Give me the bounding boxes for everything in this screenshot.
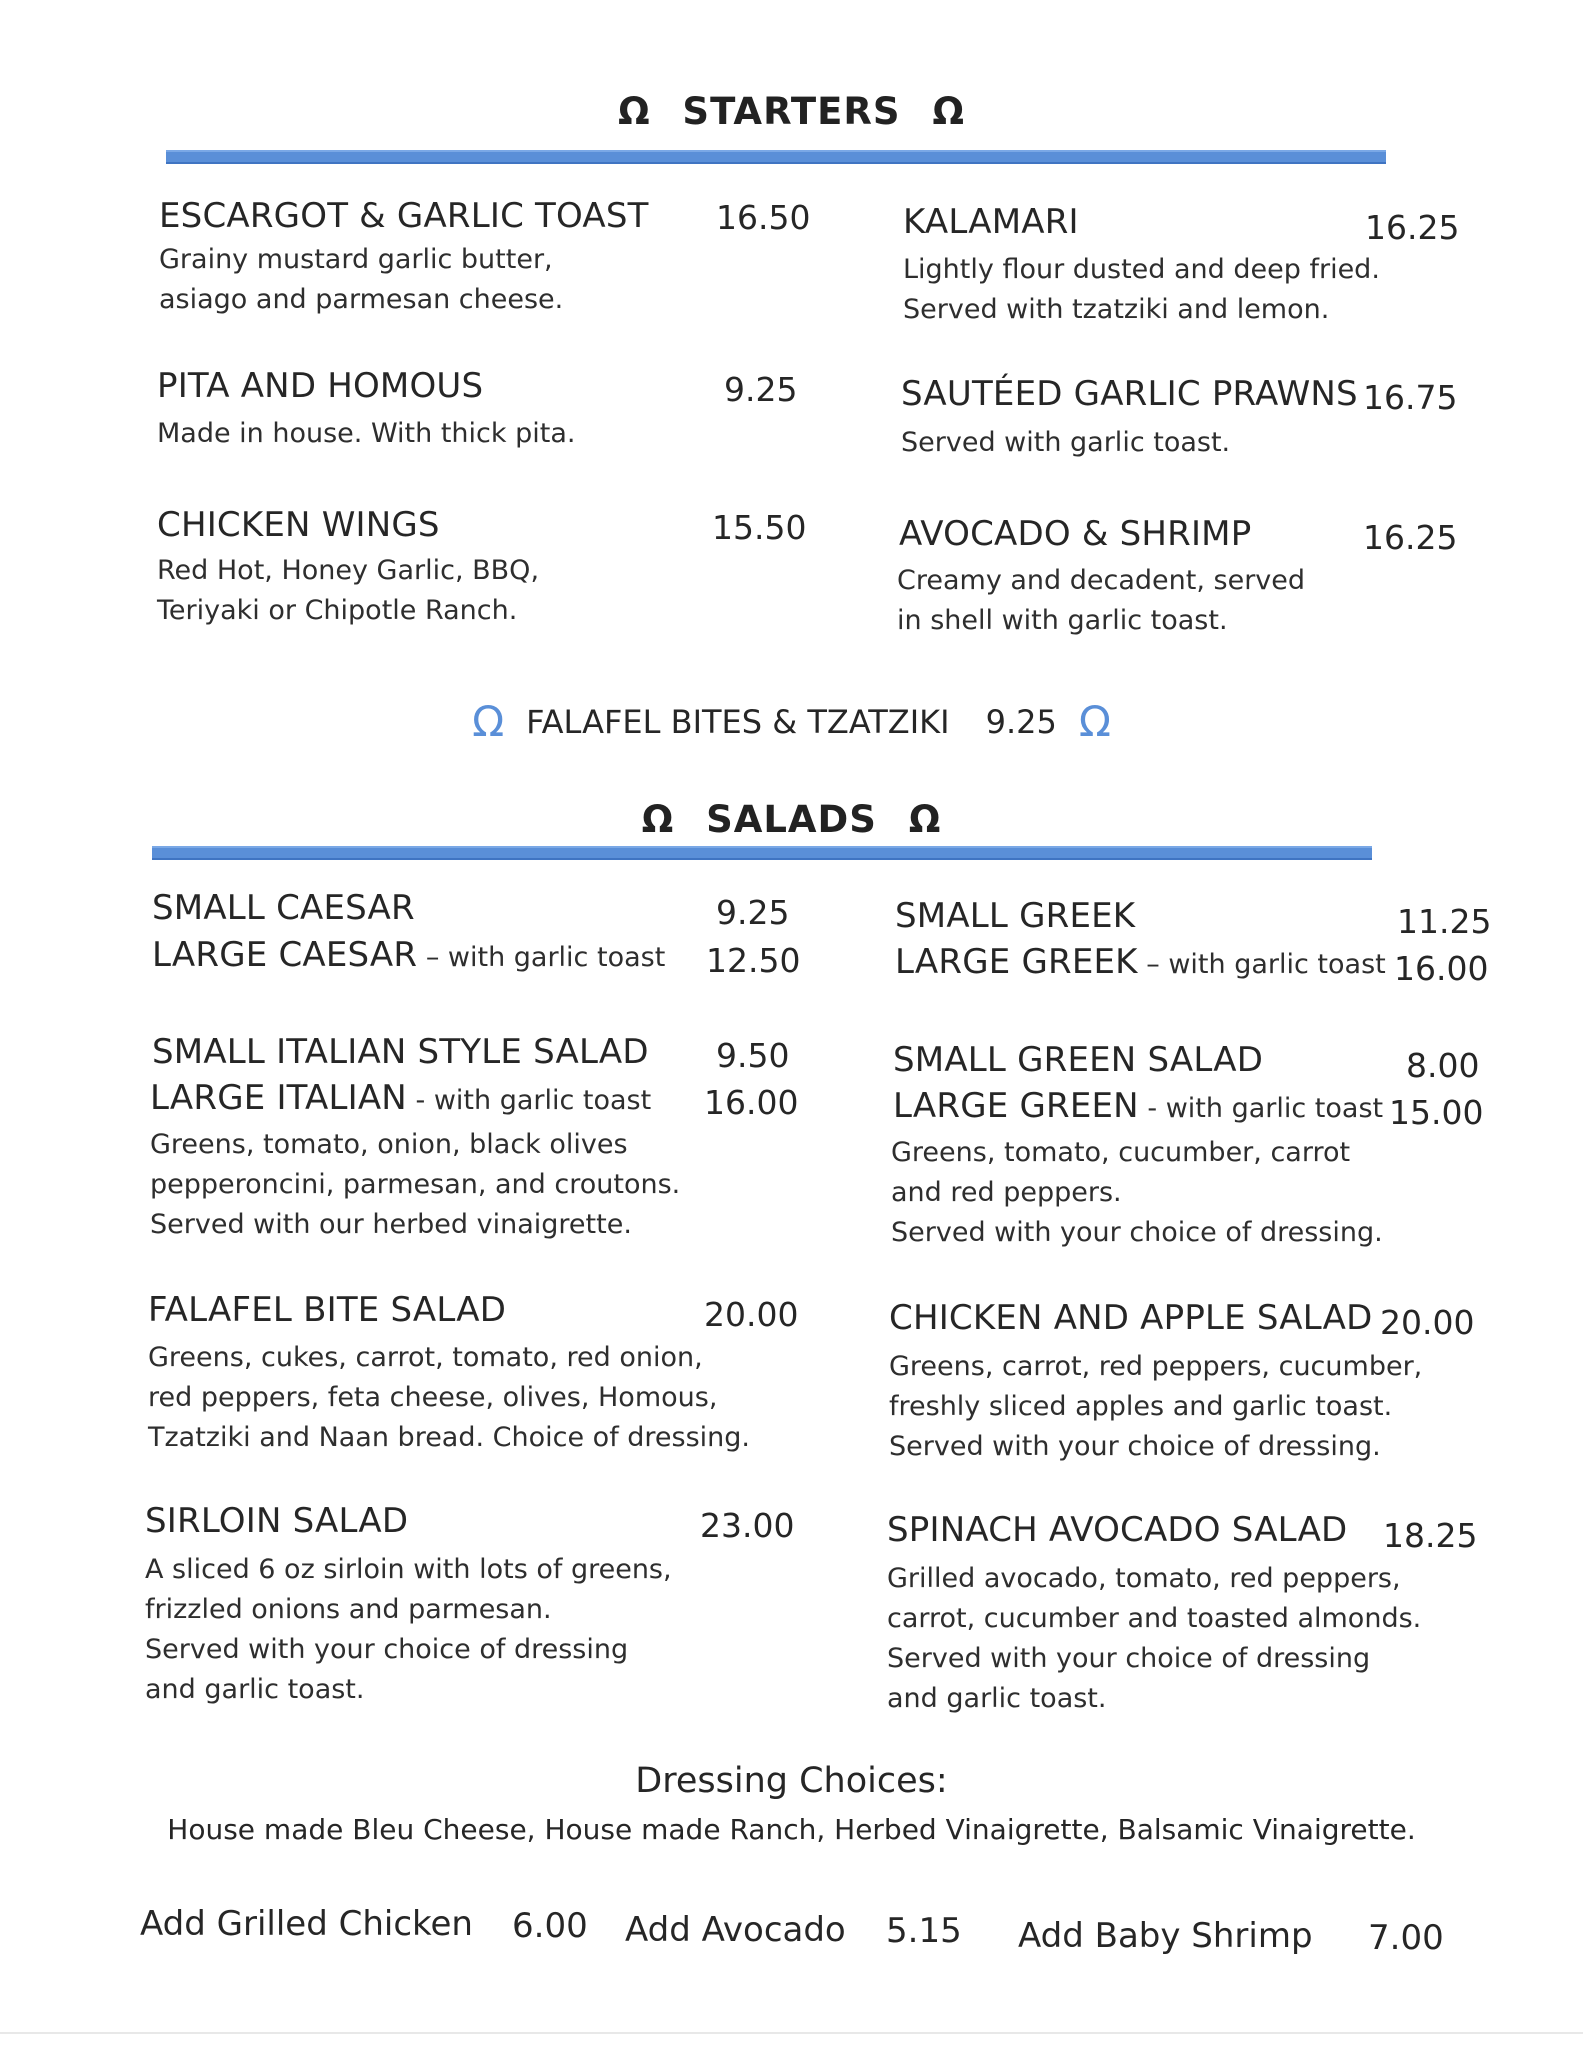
omega-icon: Ω xyxy=(932,90,965,133)
item-price: 20.00 xyxy=(704,1295,799,1334)
item-name: SMALL GREEN SALAD xyxy=(893,1040,1264,1080)
addon-price: 5.15 xyxy=(886,1911,962,1951)
omega-icon: Ω xyxy=(472,697,505,746)
item-name: SIRLOIN SALAD xyxy=(145,1501,409,1541)
item-description: Served with garlic toast. xyxy=(901,427,1231,458)
addon-name: Add Grilled Chicken xyxy=(140,1904,473,1944)
addon-name: Add Avocado xyxy=(625,1910,846,1950)
item-price: 23.00 xyxy=(700,1506,795,1545)
item-name: SPINACH AVOCADO SALAD xyxy=(887,1510,1348,1550)
item-description: Grainy mustard garlic butter, asiago and parmesan cheese. xyxy=(159,244,564,315)
dressing-list: House made Bleu Cheese, House made Ranch, Herbed Vinaigrette, Balsamic Vinaigrette. xyxy=(167,1813,1416,1846)
item-price: 15.50 xyxy=(712,508,807,547)
item-price: 16.50 xyxy=(716,198,811,237)
item-price: 16.00 xyxy=(704,1083,799,1122)
item-price: 16.00 xyxy=(1394,949,1489,988)
salads-title: SALADS xyxy=(706,798,877,841)
item-name: FALAFEL BITE SALAD xyxy=(148,1290,507,1330)
item-price: 9.25 xyxy=(985,703,1057,741)
item-description: Greens, carrot, red peppers, cucumber, freshly sliced apples and garlic toast. Served with your choice of dressing. xyxy=(889,1351,1423,1462)
item-name-large: LARGE ITALIAN - with garlic toast xyxy=(150,1078,652,1118)
item-price: 18.25 xyxy=(1383,1516,1478,1555)
item-name: SAUTÉED GARLIC PRAWNS xyxy=(901,374,1358,414)
item-price: 9.25 xyxy=(724,370,798,409)
item-price: 9.25 xyxy=(716,893,790,932)
dressing-title: Dressing Choices: xyxy=(635,1761,948,1801)
item-name: CHICKEN WINGS xyxy=(157,505,440,545)
addon-price: 6.00 xyxy=(512,1906,588,1946)
item-price: 16.25 xyxy=(1365,208,1460,247)
item-description: Lightly flour dusted and deep fried. Served with tzatziki and lemon. xyxy=(903,254,1380,325)
salads-divider xyxy=(152,846,1372,860)
omega-icon: Ω xyxy=(618,90,651,133)
item-description: Greens, cukes, carrot, tomato, red onion, red peppers, feta cheese, olives, Homous, Tzatziki and Naan bread. Choice of dressing. xyxy=(148,1342,751,1453)
item-description: A sliced 6 oz sirloin with lots of greens, frizzled onions and parmesan. Served with your choice of dressing and garlic toast. xyxy=(145,1554,672,1705)
item-name: SMALL GREEK xyxy=(895,896,1136,936)
item-name: SMALL ITALIAN STYLE SALAD xyxy=(152,1032,649,1072)
item-price: 16.25 xyxy=(1363,518,1458,557)
starters-divider xyxy=(166,150,1386,164)
salads-header xyxy=(0,798,1583,841)
item-description: Grilled avocado, tomato, red peppers, carrot, cucumber and toasted almonds. Served with your choice of dressing and garlic toast. xyxy=(887,1563,1422,1714)
item-name: SMALL CAESAR xyxy=(152,888,415,928)
item-price: 12.50 xyxy=(706,941,801,980)
item-name: FALAFEL BITES & TZATZIKI xyxy=(526,703,950,741)
addon-name: Add Baby Shrimp xyxy=(1018,1916,1313,1956)
item-price: 16.75 xyxy=(1363,378,1458,417)
item-name: CHICKEN AND APPLE SALAD xyxy=(889,1298,1373,1338)
page-edge xyxy=(0,2032,1583,2034)
item-description: Creamy and decadent, served in shell with garlic toast. xyxy=(897,565,1306,636)
item-name-large: LARGE GREEK – with garlic toast xyxy=(895,942,1386,982)
item-price: 8.00 xyxy=(1406,1046,1480,1085)
item-name-large: LARGE CAESAR – with garlic toast xyxy=(152,935,666,975)
item-description: Greens, tomato, onion, black olives pepperoncini, parmesan, and croutons. Served with our herbed vinaigrette. xyxy=(150,1129,681,1240)
item-name: PITA AND HOMOUS xyxy=(157,366,484,406)
item-name: KALAMARI xyxy=(903,202,1079,242)
item-description: Greens, tomato, cucumber, carrot and red peppers. Served with your choice of dressing. xyxy=(891,1137,1383,1248)
item-price: 11.25 xyxy=(1397,902,1492,941)
item-price: 20.00 xyxy=(1380,1303,1475,1342)
item-name-large: LARGE GREEN - with garlic toast xyxy=(893,1086,1384,1126)
omega-icon: Ω xyxy=(1078,697,1111,746)
omega-icon: Ω xyxy=(908,798,942,841)
starters-title: STARTERS xyxy=(682,90,901,133)
item-description: Made in house. With thick pita. xyxy=(157,418,576,449)
item-description: Red Hot, Honey Garlic, BBQ, Teriyaki or Chipotle Ranch. xyxy=(157,555,540,626)
starters-header xyxy=(0,90,1583,133)
addon-price: 7.00 xyxy=(1368,1918,1444,1958)
item-name: ESCARGOT & GARLIC TOAST xyxy=(159,196,649,236)
item-price: 9.50 xyxy=(716,1036,790,1075)
item-price: 15.00 xyxy=(1389,1093,1484,1132)
omega-icon: Ω xyxy=(641,798,675,841)
item-name: AVOCADO & SHRIMP xyxy=(899,514,1252,554)
featured-item xyxy=(0,697,1583,746)
